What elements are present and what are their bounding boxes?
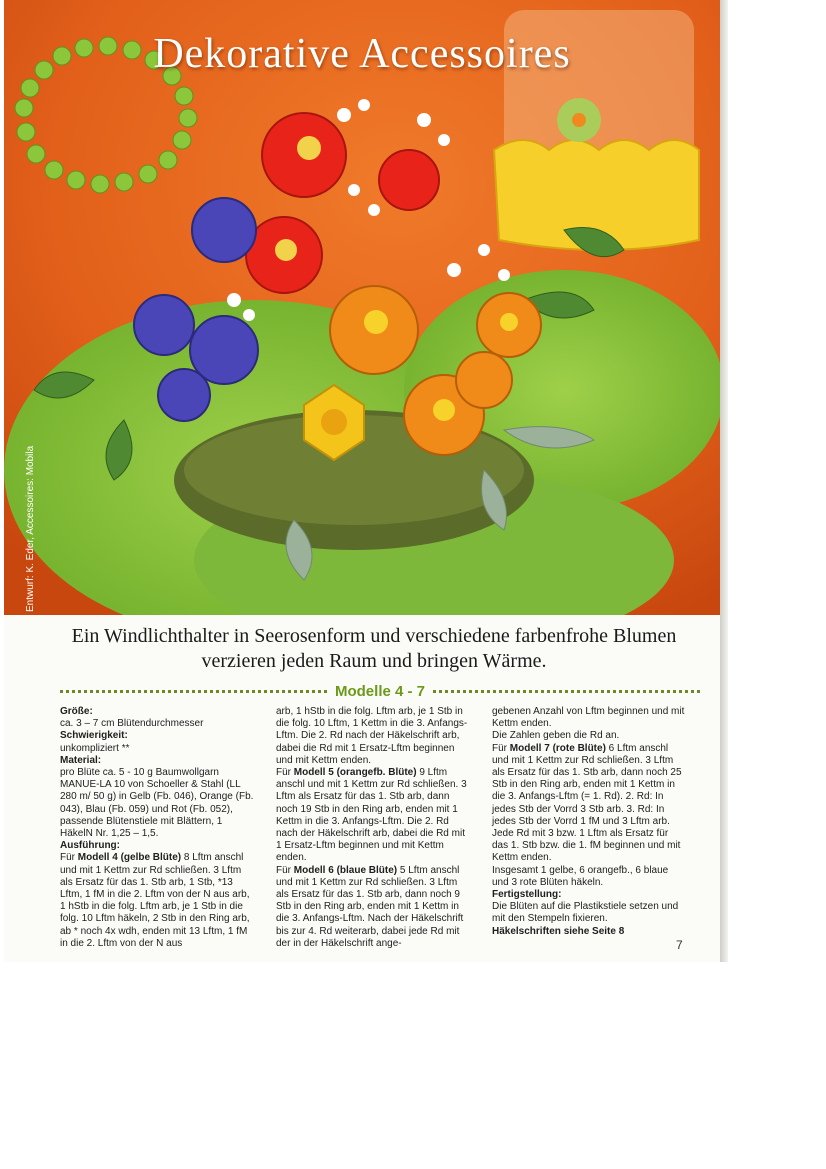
model-4-text [60,852,254,950]
section-divider-left [60,690,327,693]
material-label: Material: [60,754,102,766]
model-4-continued: arb, 1 hStb in die folg. Lftm arb, je 1 Stb in die folg. 10 Lftm, 1 Kettm in die 3. Anfangs-Lftm. Die 2. Rd nach der Häkelschrift arb, dabei die Rd mit 1 Ersatz-Lftm beginnen und mit Kettm enden. [276,706,468,766]
size-text: ca. 3 – 7 cm Blütendurchmesser [60,718,204,730]
flower-arrangement-illustration [4,0,720,615]
model-4-prefix: Für [60,852,78,864]
instructions-column-2 [276,706,470,950]
header-photo [4,0,720,615]
photo-credit: Entwurf: K. Eder, Accessoires: Mobila [25,445,36,612]
model-4-body: 8 Lftm anschl und mit 1 Kettm zur Rd schließen. 3 Lftm als Ersatz für das 1. Stb arb, 1 Stb, *13 Lftm, 1 fM in die 2. Lftm von der N aus arb, 1 hStb in die folg. Lftm arb, je 1 Stb in die folg. 10 Lftm häkeln, 2 Stb in den Ring arb, ab * noch 4x wdh, enden mit 13 Lftm, 1 fM in die 2. Lftm von der N aus [60,852,250,949]
difficulty-label: Schwierigkeit: [60,730,128,742]
instructions-column-1 [60,706,254,950]
finishing-label: Fertigstellung: [492,889,562,901]
section-header [60,681,700,701]
model-6-text [276,865,470,950]
finishing-text: Die Blüten auf die Plastikstiele setzen und mit den Stempeln fixieren. [492,901,679,925]
round-note: Die Zahlen geben die Rd an. [492,730,620,742]
page-edge [720,0,728,962]
size-label: Größe: [60,706,93,717]
model-4-title: Modell 4 (gelbe Blüte) [77,852,182,864]
intro-subtitle: Ein Windlichthalter in Seerosenform und verschiedene farbenfrohe Blumen verzieren jeden Raum und bringen Wärme. [71,625,677,672]
execution-label: Ausführung: [60,840,120,852]
model-6-body: 5 Lftm anschl und mit 1 Kettm zur Rd schließen. 3 Lftm als Ersatz für das 1. Stb arb, dann noch 9 Stb in den Ring arb, enden mit 1 Kettm in die 3. Anfangs-Lftm. Nach der Häkelschrift bis zur 4. Rd weiterarb, dabei jede Rd mit der in der Häkelschrift ange- [276,864,464,949]
total-count-text: Insgesamt 1 gelbe, 6 orangefb., 6 blaue und 3 rote Blüten häkeln. [492,864,669,888]
instructions-column-3 [492,706,686,950]
difficulty-text: unkompliziert ** [60,742,130,754]
section-divider-right [433,690,700,693]
model-7-body: 6 Lftm anschl und mit 1 Kettm zur Rd schließen. 3 Lftm als Ersatz für das 1. Stb arb, dann noch 25 Stb in den Ring arb, enden mit 1 Kettm in die 3. Anfangs-Lftm (= 1. Rd). 2. Rd: In jedes Stb der Vorrd 3 Stb arb. 3. Rd: In jedes Stb der Vorrd 1 fM und 3 Lftm arb. Jede Rd mit 3 bzw. 1 Lftm als Ersatz für das 1. Stb bzw. die 1. fM beginnen und mit Kettm enden. [492,742,682,864]
model-7-title: Modell 7 (rote Blüte) [509,742,606,754]
model-5-body: 9 Lftm anschl und mit 1 Kettm zur Rd schließen. 3 Lftm als Ersatz für das 1. Stb arb, dann noch 19 Stb in den Ring arb, enden mit 1 Kettm in die 3. Anfangs-Lftm. Die 2. Rd nach der Häkelschrift arb, dabei die Rd mit 1 Ersatz-Lftm beginnen und mit Kettm enden. [276,767,467,864]
model-5-title: Modell 5 (orangefb. Blüte) [293,767,417,779]
model-6-title: Modell 6 (blaue Blüte) [293,864,398,876]
model-7-text [492,743,686,865]
magazine-page [4,0,720,962]
model-6-continued: gebenen Anzahl von Lftm beginnen und mit Kettm enden. [492,706,685,730]
section-title: Modelle 4 - 7 [334,682,426,700]
model-5-prefix: Für [276,767,294,779]
model-5-text [276,767,470,865]
model-6-prefix: Für [276,864,294,876]
material-text: pro Blüte ca. 5 - 10 g Baumwollgarn MANUE-LA 10 von Schoeller & Stahl (LL 280 m/ 50 g) in Gelb (Fb. 046), Orange (Fb. 043), Blau (Fb. 059) und Rot (Fb. 052), passende Blütenstiele mit Blättern, 1 HäkelN Nr. 1,25 – 1,5. [60,767,254,840]
page-title: Dekorative Accessoires [153,31,571,77]
model-7-prefix: Für [492,742,510,754]
page-number: 7 [676,938,683,952]
instructions-columns [60,706,686,950]
chart-reference: Häkelschriften siehe Seite 8 [492,925,625,937]
